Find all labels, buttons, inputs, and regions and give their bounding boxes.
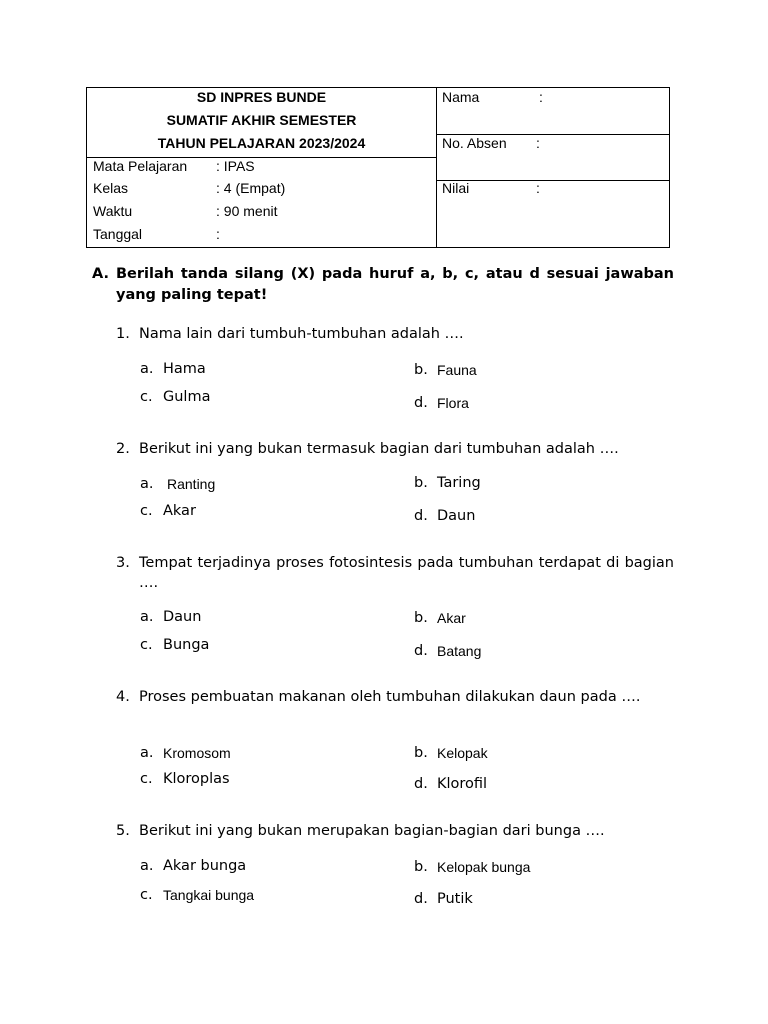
- question-4: [116, 687, 674, 707]
- option-letter: d.: [414, 395, 428, 411]
- option-letter: a.: [140, 609, 154, 625]
- option-letter: b.: [414, 362, 428, 378]
- question-text: Proses pembuatan makanan oleh tumbuhan dilakukan daun pada ….: [139, 689, 641, 705]
- option-text: Tangkai bunga: [163, 887, 255, 903]
- option-letter: d.: [414, 891, 428, 907]
- option-text: Putik: [437, 891, 473, 907]
- option-text: Daun: [163, 609, 202, 625]
- info-value: : 4 (Empat): [216, 180, 286, 196]
- option-letter: d.: [414, 643, 428, 659]
- option-letter: b.: [414, 475, 428, 491]
- option-text: Akar bunga: [163, 858, 247, 874]
- academic-year: TAHUN PELAJARAN 2023/2024: [157, 135, 366, 151]
- instruction-text: Berilah tanda silang (X) pada huruf a, b, c, atau d sesuai jawaban yang paling tepat!: [116, 266, 674, 303]
- question-number: 2.: [116, 441, 130, 457]
- option-text: Hama: [163, 361, 206, 377]
- option-letter: c.: [140, 637, 153, 653]
- option-letter: a.: [140, 361, 154, 377]
- option-text: Daun: [437, 508, 476, 524]
- header-table: [86, 87, 670, 248]
- exam-title: SUMATIF AKHIR SEMESTER: [166, 112, 357, 128]
- question-number: 3.: [116, 555, 130, 571]
- school-name: SD INPRES BUNDE: [196, 89, 327, 105]
- option-text: Akar: [163, 503, 196, 519]
- question-text: Tempat terjadinya proses fotosintesis pada tumbuhan terdapat di bagian ….: [139, 555, 674, 591]
- field-colon: :: [536, 180, 540, 196]
- option-text: Kelopak bunga: [437, 859, 531, 875]
- field-label: Nama: [442, 89, 480, 105]
- header-divider-right-2: [436, 180, 669, 181]
- option-text: Flora: [437, 395, 469, 411]
- info-label: Waktu: [93, 203, 133, 219]
- option-text: Taring: [437, 475, 481, 491]
- header-divider-vertical: [436, 88, 437, 247]
- question-text: Berikut ini yang bukan termasuk bagian dari tumbuhan adalah ….: [139, 441, 619, 457]
- question-text: Berikut ini yang bukan merupakan bagian-bagian dari bunga ….: [139, 823, 605, 839]
- field-colon: :: [539, 89, 543, 105]
- section-instruction: [92, 264, 674, 306]
- question-2: [116, 439, 674, 459]
- question-number: 5.: [116, 823, 130, 839]
- info-label: Tanggal: [93, 226, 143, 242]
- option-text: Kromosom: [163, 745, 231, 761]
- question-text: Nama lain dari tumbuh-tumbuhan adalah ….: [139, 326, 464, 342]
- option-letter: c.: [140, 389, 153, 405]
- option-letter: b.: [414, 610, 428, 626]
- option-text: Gulma: [163, 389, 211, 405]
- field-label: No. Absen: [442, 135, 507, 151]
- option-letter: a.: [140, 858, 154, 874]
- option-text: Akar: [437, 610, 466, 626]
- field-label: Nilai: [442, 180, 470, 196]
- question-number: 1.: [116, 326, 130, 342]
- option-text: Fauna: [437, 362, 477, 378]
- option-text: Kloroplas: [163, 771, 230, 787]
- question-number: 4.: [116, 689, 130, 705]
- option-letter: c.: [140, 503, 153, 519]
- option-text: Bunga: [163, 637, 210, 653]
- question-1: [116, 324, 674, 344]
- option-letter: a.: [140, 745, 154, 761]
- option-text: Klorofil: [437, 776, 488, 792]
- option-letter: d.: [414, 776, 428, 792]
- option-text: Kelopak: [437, 745, 488, 761]
- option-letter: d.: [414, 508, 428, 524]
- option-letter: b.: [414, 859, 428, 875]
- info-value: : 90 menit: [216, 203, 278, 219]
- info-label: Kelas: [93, 180, 129, 196]
- section-letter: A.: [92, 266, 109, 282]
- option-letter: c.: [140, 771, 153, 787]
- option-letter: a.: [140, 476, 154, 492]
- info-value: : IPAS: [216, 158, 255, 174]
- option-letter: b.: [414, 745, 428, 761]
- question-5: [116, 821, 674, 841]
- option-letter: c.: [140, 887, 153, 903]
- info-label: Mata Pelajaran: [93, 158, 188, 174]
- option-text: Batang: [437, 643, 482, 659]
- field-colon: :: [536, 135, 540, 151]
- question-3: [116, 553, 674, 593]
- option-text: Ranting: [167, 476, 216, 492]
- info-value: :: [216, 226, 220, 242]
